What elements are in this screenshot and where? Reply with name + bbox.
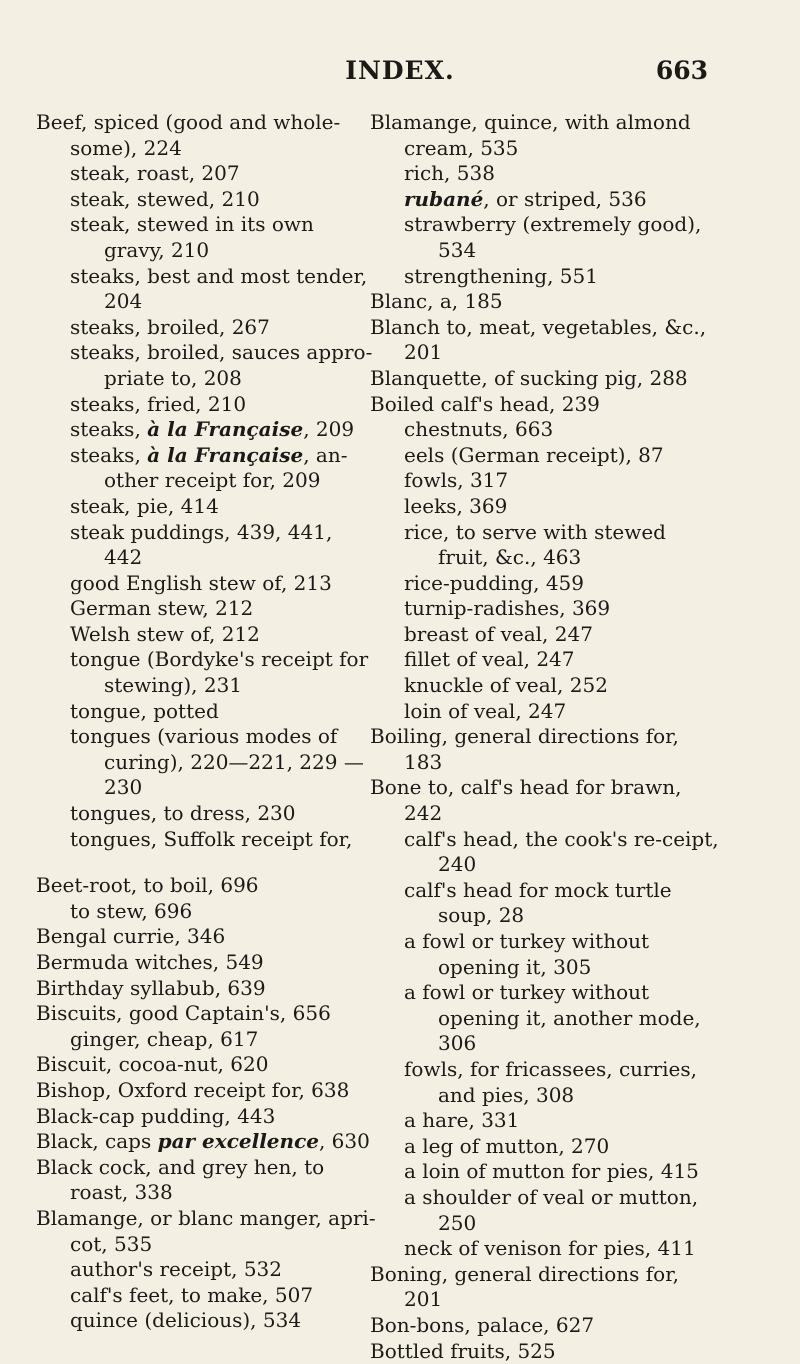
entry-text: rice-pudding, 459: [404, 571, 584, 595]
index-entry: [370, 1262, 720, 1313]
entry-emphasis: à la Française: [147, 417, 303, 441]
entry-text: steaks,: [70, 443, 147, 467]
entry-text: tongue, potted: [70, 699, 219, 723]
entry-text: Black-cap pudding, 443: [36, 1104, 275, 1128]
entry-text: , or striped, 536: [483, 187, 646, 211]
index-entry: [36, 110, 376, 161]
index-subentry: [36, 187, 376, 213]
index-subentry: [370, 673, 720, 699]
index-subentry: [36, 161, 376, 187]
index-subentry: [36, 494, 376, 520]
entry-text: steak, stewed in its own gravy, 210: [70, 212, 314, 262]
entry-text: fowls, for fricassees, curries, and pies, 308: [404, 1057, 697, 1107]
entry-text: steaks, broiled, sauces appro-priate to, 208: [70, 340, 372, 390]
entry-text: leeks, 369: [404, 494, 507, 518]
entry-text: steaks,: [70, 417, 147, 441]
index-subentry: [36, 622, 376, 648]
entry-text: , 209: [303, 417, 354, 441]
index-subentry: [36, 801, 376, 827]
entry-text: Black, caps: [36, 1129, 158, 1153]
entry-text: Beef, spiced (good and whole-some), 224: [36, 110, 340, 160]
entry-text: a hare, 331: [404, 1108, 519, 1132]
entry-text: Bone to, calf's head for brawn, 242: [370, 775, 681, 825]
entry-text: , 630: [319, 1129, 370, 1153]
entry-text: ginger, cheap, 617: [70, 1027, 258, 1051]
entry-text: a shoulder of veal or mutton, 250: [404, 1185, 698, 1235]
entry-text: a fowl or turkey without opening it, another mode, 306: [404, 980, 701, 1055]
index-subentry: [370, 520, 720, 571]
entry-text: rice, to serve with stewed fruit, &c., 463: [404, 520, 666, 570]
entry-text: rich, 538: [404, 161, 495, 185]
index-subentry: [370, 980, 720, 1057]
index-subentry: [370, 647, 720, 673]
entry-text: Bottled fruits, 525: [370, 1339, 556, 1363]
entry-text: a leg of mutton, 270: [404, 1134, 609, 1158]
index-subentry: [36, 264, 376, 315]
index-entry: [36, 1155, 376, 1206]
entry-text: steaks, fried, 210: [70, 392, 246, 416]
index-entry: [370, 775, 720, 826]
entry-text: good English stew of, 213: [70, 571, 332, 595]
entry-text: calf's head, the cook's re-ceipt, 240: [404, 827, 719, 877]
index-subentry: [36, 571, 376, 597]
index-subentry: [370, 827, 720, 878]
index-entry: [36, 1078, 376, 1104]
index-subentry: [370, 1108, 720, 1134]
index-subentry: [370, 596, 720, 622]
index-subentry: [370, 1185, 720, 1236]
index-subentry: [370, 1134, 720, 1160]
index-entry: [36, 1001, 376, 1027]
entry-text: Bengal currie, 346: [36, 924, 225, 948]
index-entry: [370, 392, 720, 418]
index-entry: [370, 724, 720, 775]
entry-text: Boiling, general directions for, 183: [370, 724, 679, 774]
entry-text: steak, stewed, 210: [70, 187, 260, 211]
index-entry: [370, 366, 720, 392]
entry-emphasis: par excellence: [158, 1129, 319, 1153]
index-subentry: [370, 622, 720, 648]
index-entry: [36, 1104, 376, 1130]
index-subentry: [36, 520, 376, 571]
index-entry: [370, 315, 720, 366]
index-entry: [370, 110, 720, 161]
entry-text: Boiled calf's head, 239: [370, 392, 600, 416]
entry-text: strawberry (extremely good), 534: [404, 212, 701, 262]
index-subentry: [36, 827, 376, 853]
entry-text: tongues, Suffolk receipt for,: [70, 827, 352, 851]
entry-text: Bon-bons, palace, 627: [370, 1313, 594, 1337]
entry-text: a fowl or turkey without opening it, 305: [404, 929, 649, 979]
index-subentry: [36, 1027, 376, 1053]
entry-text: steaks, broiled, 267: [70, 315, 270, 339]
index-subentry: [36, 899, 376, 925]
index-subentry: [370, 929, 720, 980]
entry-emphasis: à la Française: [147, 443, 303, 467]
entry-text: German stew, 212: [70, 596, 253, 620]
index-column-right: [370, 110, 720, 1364]
index-subentry: [370, 1057, 720, 1108]
index-subentry: [370, 1236, 720, 1262]
index-entry: [36, 1129, 376, 1155]
entry-text: loin of veal, 247: [404, 699, 566, 723]
entry-text: chestnuts, 663: [404, 417, 553, 441]
entry-text: tongue (Bordyke's receipt for stewing), 231: [70, 647, 368, 697]
index-subentry: [36, 212, 376, 263]
index-subentry: [36, 315, 376, 341]
entry-text: Blamange, or blanc manger, apri-cot, 535: [36, 1206, 376, 1256]
index-subentry: [370, 468, 720, 494]
index-subentry: [36, 1257, 376, 1283]
entry-text: Blanc, a, 185: [370, 289, 503, 313]
index-entry: [370, 289, 720, 315]
index-entry: [36, 976, 376, 1002]
entry-text: Blanquette, of sucking pig, 288: [370, 366, 688, 390]
index-entry: [370, 1313, 720, 1339]
entry-text: steak, pie, 414: [70, 494, 219, 518]
index-subentry: [36, 340, 376, 391]
index-subentry: [370, 187, 720, 213]
index-entry: [370, 1339, 720, 1364]
index-subentry: [36, 417, 376, 443]
entry-emphasis: rubané: [404, 187, 483, 211]
index-subentry: [370, 494, 720, 520]
entry-spacer: [36, 852, 376, 873]
entry-text: a loin of mutton for pies, 415: [404, 1159, 699, 1183]
entry-text: knuckle of veal, 252: [404, 673, 608, 697]
entry-text: to stew, 696: [70, 899, 192, 923]
entry-text: Bermuda witches, 549: [36, 950, 264, 974]
index-entry: [36, 1052, 376, 1078]
entry-text: Beet-root, to boil, 696: [36, 873, 259, 897]
index-subentry: [36, 1283, 376, 1309]
entry-text: eels (German receipt), 87: [404, 443, 664, 467]
entry-text: Birthday syllabub, 639: [36, 976, 266, 1000]
index-entry: [36, 950, 376, 976]
index-subentry: [36, 392, 376, 418]
index-subentry: [36, 596, 376, 622]
entry-text: Blanch to, meat, vegetables, &c., 201: [370, 315, 706, 365]
entry-text: Boning, general directions for, 201: [370, 1262, 679, 1312]
entry-text: strengthening, 551: [404, 264, 598, 288]
index-entry: [36, 873, 376, 899]
index-subentry: [36, 647, 376, 698]
index-subentry: [370, 212, 720, 263]
entry-text: fowls, 317: [404, 468, 508, 492]
index-subentry: [36, 443, 376, 494]
page-header: [0, 56, 800, 96]
index-subentry: [36, 724, 376, 801]
entry-text: steak puddings, 439, 441, 442: [70, 520, 332, 570]
entry-text: tongues (various modes of curing), 220—221, 229 —230: [70, 724, 364, 799]
index-subentry: [370, 571, 720, 597]
entry-text: , an-other receipt for, 209: [104, 443, 348, 493]
entry-text: calf's feet, to make, 507: [70, 1283, 313, 1307]
entry-text: Welsh stew of, 212: [70, 622, 260, 646]
entry-text: calf's head for mock turtle soup, 28: [404, 878, 672, 928]
entry-text: author's receipt, 532: [70, 1257, 282, 1281]
entry-text: breast of veal, 247: [404, 622, 593, 646]
entry-text: quince (delicious), 534: [70, 1308, 301, 1332]
entry-text: Bishop, Oxford receipt for, 638: [36, 1078, 349, 1102]
page-number: 663: [656, 56, 708, 85]
entry-text: Biscuit, cocoa-nut, 620: [36, 1052, 268, 1076]
index-subentry: [370, 699, 720, 725]
index-column-left: [36, 110, 376, 1334]
index-subentry: [370, 443, 720, 469]
index-subentry: [36, 699, 376, 725]
index-subentry: [36, 1308, 376, 1334]
entry-text: Blamange, quince, with almond cream, 535: [370, 110, 691, 160]
entry-text: Black cock, and grey hen, to roast, 338: [36, 1155, 324, 1205]
entry-text: turnip-radishes, 369: [404, 596, 610, 620]
index-subentry: [370, 878, 720, 929]
index-subentry: [370, 417, 720, 443]
index-entry: [36, 924, 376, 950]
entry-text: Biscuits, good Captain's, 656: [36, 1001, 331, 1025]
entry-text: steaks, best and most tender, 204: [70, 264, 367, 314]
entry-text: fillet of veal, 247: [404, 647, 575, 671]
entry-text: neck of venison for pies, 411: [404, 1236, 696, 1260]
index-subentry: [370, 264, 720, 290]
index-entry: [36, 1206, 376, 1257]
entry-text: tongues, to dress, 230: [70, 801, 296, 825]
index-subentry: [370, 1159, 720, 1185]
index-subentry: [370, 161, 720, 187]
entry-text: steak, roast, 207: [70, 161, 240, 185]
page-title: INDEX.: [0, 56, 800, 85]
